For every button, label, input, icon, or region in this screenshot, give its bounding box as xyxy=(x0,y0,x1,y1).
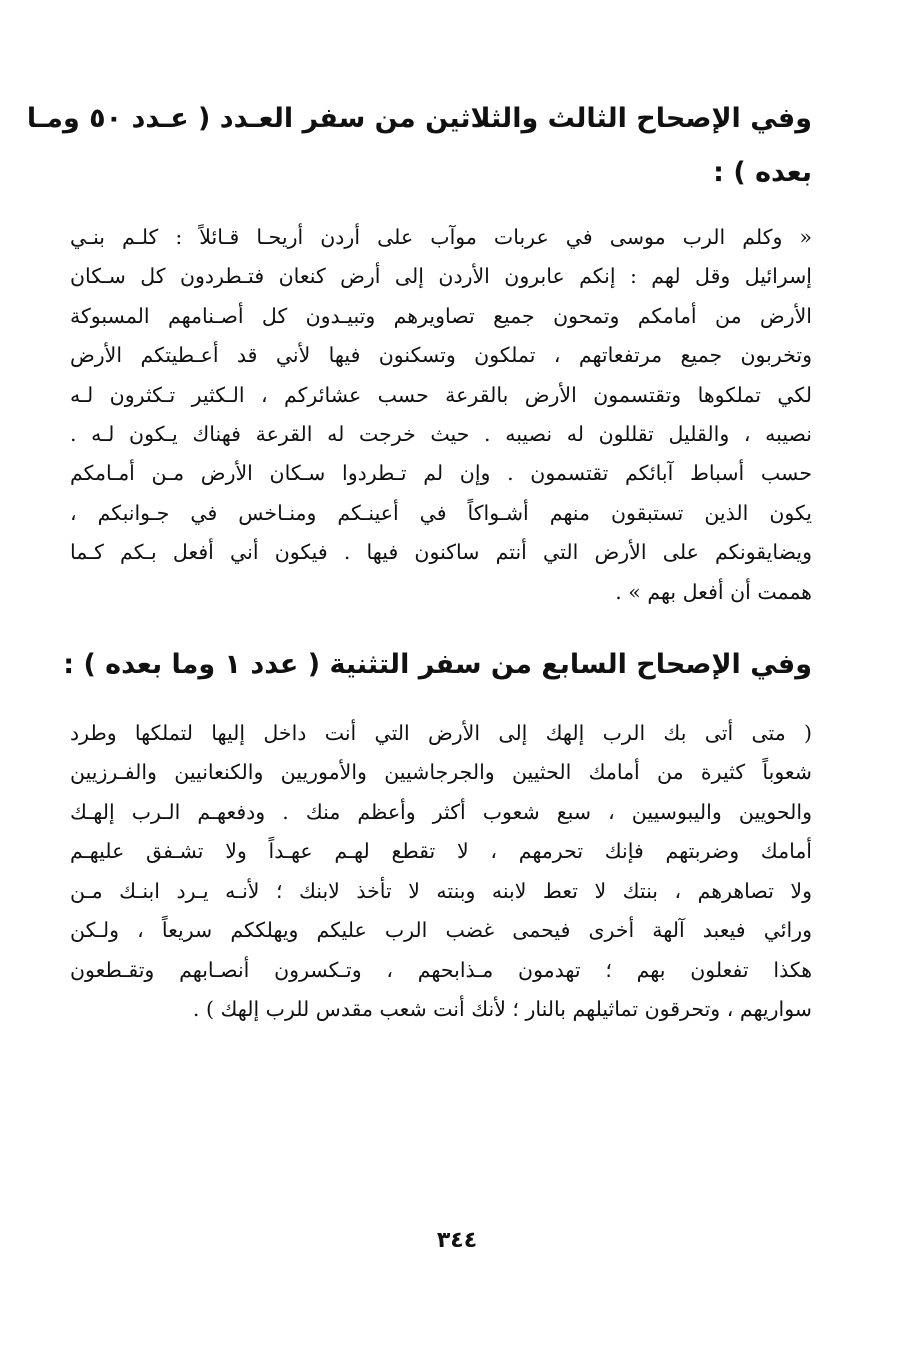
text-line: لكي تملكوها وتقتسمون الأرض بالقرعة حسب عشائركم ، الـكثير تـكثرون لـه xyxy=(70,382,812,407)
page-number: ٣٤٤ xyxy=(436,1228,478,1253)
text-line: حسب أسباط آبائكم تقتسمون . وإن لم تـطردوا سـكان الأرض مـن أمـامكم xyxy=(70,461,812,486)
text-line: سواريهم ، وتحرقون تماثيلهم بالنار ؛ لأنك أنت شعب مقدس للرب إلهك ) . xyxy=(192,996,812,1021)
section-heading-numbers-33 xyxy=(26,92,812,200)
heading-line: وفي الإصحاح السابع من سفر التثنية ( عدد ١ وما بعده ) : xyxy=(63,649,812,681)
text-line: ويضايقونكم على الأرض التي أنتم ساكنون فيها . فيكون أني أفعل بـكم كـما xyxy=(70,540,812,565)
text-line: أمامك وضربتهم فإنك تحرمهم ، لا تقطع لهـم عهـداً ولا تشـفق عليهـم xyxy=(70,839,812,864)
text-line: ( متى أتى بك الرب إلهك إلى الأرض التي أنت داخل إليها لتملكها وطرد xyxy=(70,721,812,746)
text-line: الأرض من أمامكم وتمحون جميع تصاويرهم وتبيـدون كل أصـنامهم المسبوكة xyxy=(70,303,812,328)
text-line: هكذا تفعلون بهم ؛ تهدمون مـذابحهم ، وتـكسرون أنصـابهم وتقـطعون xyxy=(70,957,812,982)
heading-line: بعده ) : xyxy=(713,157,812,188)
heading-line: وفي الإصحاح الثالث والثلاثين من سفر العـدد ( عـدد ٥٠ ومـا xyxy=(26,103,812,134)
quote-paragraph-numbers xyxy=(70,218,812,612)
text-line: هممت أن أفعل بهم » . xyxy=(615,579,812,604)
text-line: « وكلم الرب موسى في عربات موآب على أردن أريحـا قـائلاً : كلـم بنـي xyxy=(70,225,812,249)
section-heading-deuteronomy-7 xyxy=(63,638,812,692)
text-line: إسرائيل وقل لهم : إنكم عابرون الأردن إلى أرض كنعان فتـطردون كل سـكان xyxy=(70,264,812,289)
text-line: شعوباً كثيرة من أمامك الحثيين والجرجاشيين والأموريين والكنعانيين والفـرزيين xyxy=(70,760,812,785)
text-line: ولا تصاهرهم ، بنتك لا تعط لابنه وبنته لا تأخذ لابنك ؛ لأنـه يـرد ابنـك مـن xyxy=(70,878,812,903)
quote-paragraph-deuteronomy xyxy=(70,714,812,1029)
page-content xyxy=(26,92,813,1029)
text-line: وتخربون جميع مرتفعاتهم ، تملكون وتسكنون فيها لأني قد أعـطيتكم الأرض xyxy=(70,343,812,368)
text-line: نصيبه ، والقليل تقللون له نصيبه . حيث خرجت له القرعة فهناك يـكون لـه . xyxy=(70,422,812,447)
text-line: يكون الذين تستبقون منهم أشـواكاً في أعينـكم ومنـاخس في جـوانبكم ، xyxy=(70,500,812,525)
text-line: ورائي فيعبد آلهة أخرى فيحمى غضب الرب عليكم ويهلككم سريعاً ، ولـكن xyxy=(70,918,812,943)
text-line: والحويين واليبوسيين ، سبع شعوب أكثر وأعظم منك . ودفعهـم الـرب إلهـك xyxy=(70,799,813,824)
